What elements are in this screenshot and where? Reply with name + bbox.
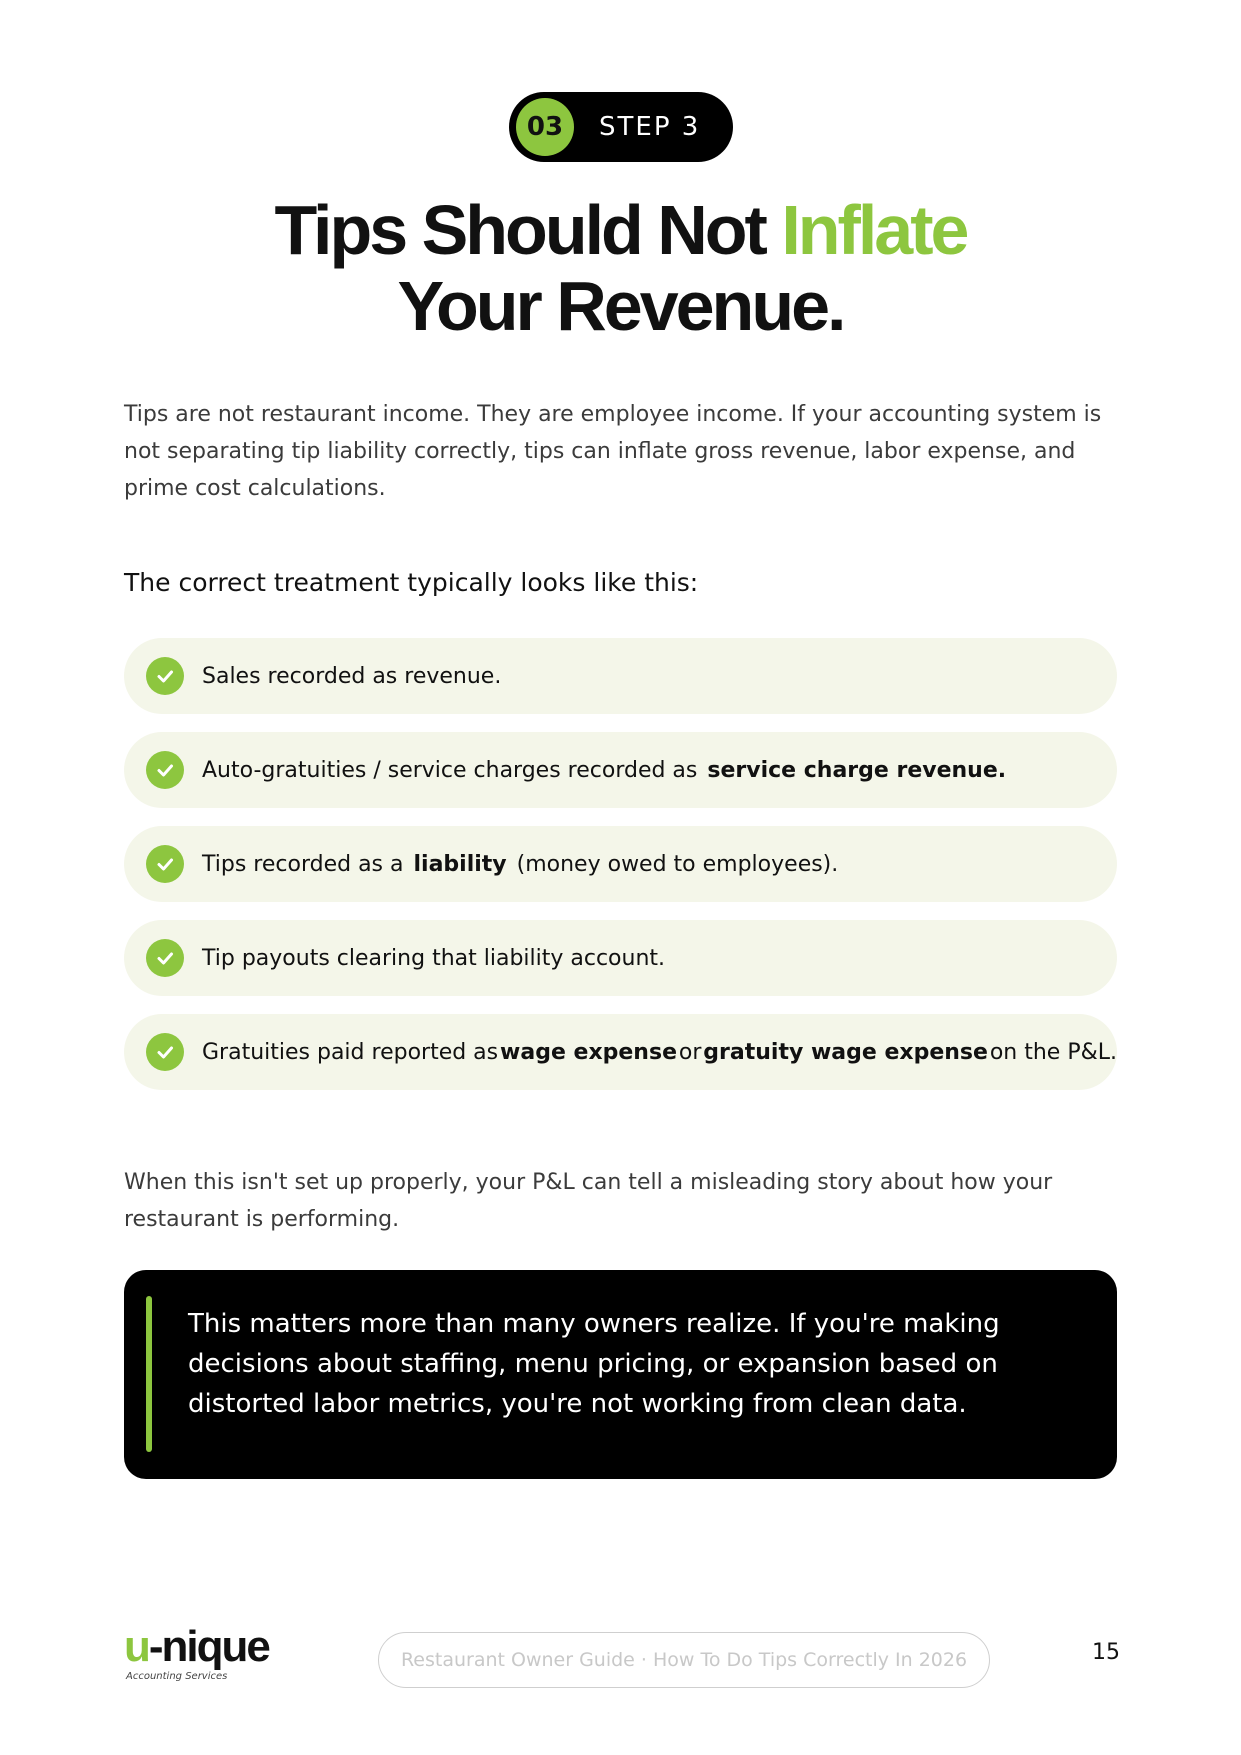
company-logo bbox=[124, 1622, 284, 1685]
closing-paragraph: When this isn't set up properly, your P&L can tell a misleading story about how your restaurant is performing. bbox=[124, 1170, 1053, 1232]
checklist-heading: The correct treatment typically looks like this: bbox=[124, 568, 699, 597]
footer-guide-title: Restaurant Owner Guide · How To Do Tips Correctly In 2026 bbox=[378, 1632, 990, 1688]
callout-accent-bar bbox=[146, 1296, 152, 1452]
check-circle-icon bbox=[146, 751, 184, 789]
checklist-item-bold: wage expense bbox=[500, 1039, 677, 1065]
page-number: 15 bbox=[1092, 1640, 1120, 1665]
checklist-item-bold: liability bbox=[413, 851, 507, 877]
logo-tagline: Accounting Services bbox=[126, 1671, 228, 1682]
checklist bbox=[124, 638, 1117, 1108]
checklist-item bbox=[124, 1014, 1117, 1090]
checklist-item bbox=[124, 920, 1117, 996]
checklist-item-text-post: on the P&L. bbox=[989, 1039, 1117, 1065]
step-label: STEP 3 bbox=[599, 112, 701, 142]
checklist-item-text: Tip payouts clearing that liability account. bbox=[202, 945, 666, 971]
checklist-item bbox=[124, 826, 1117, 902]
logo-wordmark bbox=[124, 1622, 284, 1671]
checklist-item-text: Sales recorded as revenue. bbox=[202, 663, 502, 689]
checklist-item bbox=[124, 732, 1117, 808]
title-line2: Your Revenue. bbox=[397, 267, 844, 345]
checklist-item-bold: gratuity wage expense bbox=[703, 1039, 988, 1065]
checklist-item bbox=[124, 638, 1117, 714]
intro-paragraph: Tips are not restaurant income. They are employee income. If your accounting system is not separating tip liability correctly, tips can inflate gross revenue, labor expense, and prime cost calculations. bbox=[124, 402, 1102, 501]
checklist-item-text-mid: or bbox=[678, 1039, 702, 1065]
title-accent: Inflate bbox=[781, 191, 967, 269]
callout-text: This matters more than many owners realize. If you're making decisions about staffing, menu pricing, or expansion based on distorted labor metrics, you're not working from clean data. bbox=[188, 1309, 1000, 1419]
step-badge bbox=[509, 92, 733, 162]
check-circle-icon bbox=[146, 657, 184, 695]
page-title bbox=[0, 192, 1241, 344]
title-part1: Tips Should Not bbox=[274, 191, 765, 269]
logo-rest: -nique bbox=[148, 1622, 269, 1671]
checklist-item-text: Auto-gratuities / service charges recorded as bbox=[202, 757, 698, 783]
checklist-item-text: Tips recorded as a bbox=[202, 851, 404, 877]
check-circle-icon bbox=[146, 939, 184, 977]
step-number: 03 bbox=[516, 98, 574, 156]
checklist-item-text: Gratuities paid reported as bbox=[202, 1039, 499, 1065]
checklist-item-text-post: (money owed to employees). bbox=[516, 851, 839, 877]
check-circle-icon bbox=[146, 1033, 184, 1071]
logo-u: u bbox=[124, 1622, 149, 1671]
checklist-item-bold: service charge revenue. bbox=[707, 757, 1007, 783]
callout-box bbox=[124, 1270, 1117, 1479]
check-circle-icon bbox=[146, 845, 184, 883]
